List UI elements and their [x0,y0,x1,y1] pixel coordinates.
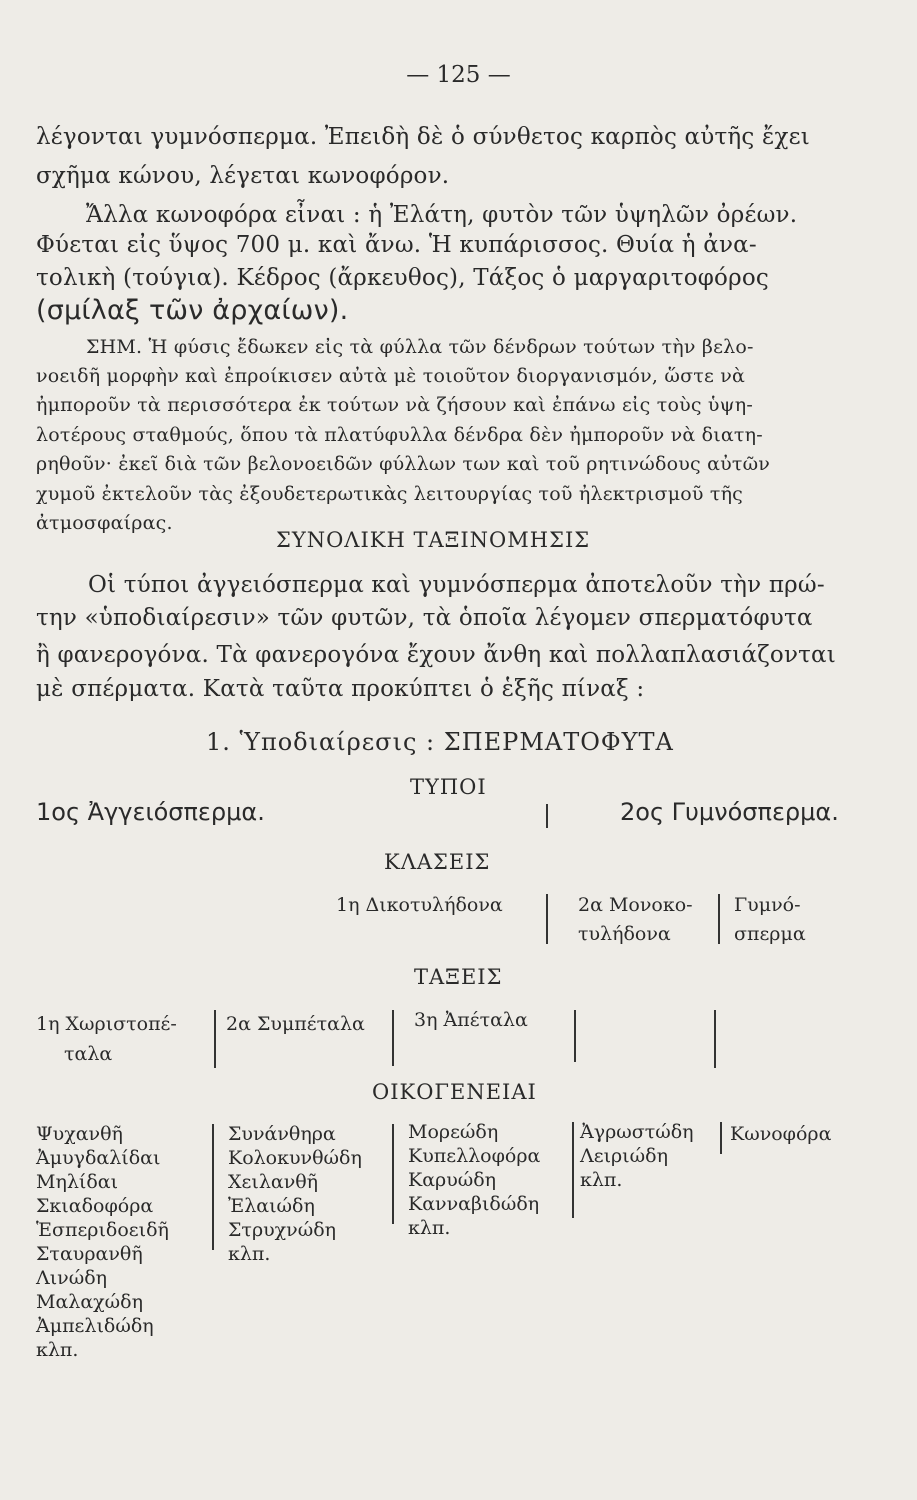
divider-line [714,1010,716,1068]
family-item: Μορεώδη [408,1121,499,1143]
text-line: μὲ σπέρματα. Κατὰ ταῦτα προκύπτει ὁ ἑξῆς πίναξ : [36,676,645,702]
divider-line [720,1122,722,1154]
text-line: ἢ φανερογόνα. Τὰ φανερογόνα ἔχουν ἄνθη καὶ πολλαπλασιάζονται [36,642,837,668]
family-item: Κολοκυνθώδη [228,1147,362,1169]
family-item: Σταυρανθῆ [36,1243,143,1265]
text-line: λέγονται γυμνόσπερμα. Ἐπειδὴ δὲ ὁ σύνθετος καρπὸς αὐτῆς ἔχει [36,124,810,150]
note-line: ΣΗΜ. Ἡ φύσις ἔδωκεν εἰς τὰ φύλλα τῶν δένδρων τούτων τὴν βελο- [86,336,754,358]
text-line: τολικὴ (τούγια). Κέδρος (ἄρκευθος), Τάξος ὁ μαργαριτοφόρος [36,265,769,291]
text-line: Οἱ τύποι ἀγγειόσπερμα καὶ γυμνόσπερμα ἀποτελοῦν τὴν πρώ- [88,572,825,598]
class-3-line: σπερμα [734,923,806,945]
page-number: — 125 — [406,62,511,88]
family-item: Κωνοφόρα [730,1123,832,1145]
note-line: ρηθοῦν· ἐκεῖ διὰ τῶν βελονοειδῶν φύλλων των καὶ τοῦ ρητινώδους αὐτῶν [36,453,771,475]
section-title: ΣΥΝΟΛΙΚΗ ΤΑΞΙΝΟΜΗΣΙΣ [276,528,591,552]
divider-line [546,804,548,828]
family-item: Ἀμπελιδώδη [36,1315,154,1337]
note-line: ἀτμοσφαίρας. [36,512,173,534]
note-line: ἠμποροῦν τὰ περισσότερα ἐκ τούτων νὰ ζήσουν καὶ ἐπάνω εἰς τοὺς ὑψη- [36,394,753,416]
family-item: κλπ. [228,1243,271,1265]
divider-line [572,1122,574,1218]
divider-line [392,1124,394,1224]
families-column-4 [580,1120,694,1192]
divider-line [574,1010,576,1062]
family-item: Συνάνθηρα [228,1123,336,1145]
class-2-line: 2α Μονοκο- [578,894,693,916]
family-item: Ψυχανθῆ [36,1123,123,1145]
family-item: Σκιαδοφόρα [36,1195,154,1217]
text-line: σχῆμα κώνου, λέγεται κωνοφόρον. [36,163,450,189]
family-item: κλπ. [36,1339,79,1361]
types-heading: ΤΥΠΟΙ [410,775,487,799]
table-title: 1. Ὑποδιαίρεσις : ΣΠΕΡΜΑΤΟΦΥΤΑ [206,728,674,756]
family-item: κλπ. [580,1169,623,1191]
divider-line [718,894,720,944]
type-1: 1ος Ἀγγειόσπερμα. [36,798,265,826]
order-1-line: 1η Χωριστοπέ- [36,1013,177,1035]
type-2: 2ος Γυμνόσπερμα. [620,798,839,826]
text-line: Φύεται εἰς ὕψος 700 μ. καὶ ἄνω. Ἡ κυπάρισσος. Θυία ἡ ἀνα- [36,232,757,258]
family-item: Στρυχνώδη [228,1219,337,1241]
order-3: 3η Ἀπέταλα [414,1009,528,1031]
families-column-5 [730,1122,831,1146]
text-line: Ἄλλα κωνοφόρα εἶναι : ἡ Ἐλάτη, φυτὸν τῶν ὑψηλῶν ὀρέων. [86,202,798,228]
family-item: κλπ. [408,1217,451,1239]
family-item: Ἀμυγδαλίδαι [36,1147,161,1169]
class-2-line: τυλήδονα [578,923,671,945]
family-item: Ἑσπεριδοειδῆ [36,1219,169,1241]
family-item: Ἀγρωστώδη [580,1121,694,1143]
family-item: Ἐλαιώδη [228,1195,315,1217]
classes-heading: ΚΛΑΣΕΙΣ [384,850,491,874]
class-1: 1η Δικοτυλήδονα [336,894,503,916]
note-line: λοτέρους σταθμούς, ὅπου τὰ πλατύφυλλα δένδρα δὲν ἠμποροῦν νὰ διατη- [36,424,763,446]
family-item: Χειλανθῆ [228,1171,319,1193]
order-1-line: ταλα [64,1043,113,1065]
divider-line [392,1010,394,1066]
family-item: Λινώδη [36,1267,108,1289]
text-line: (σμίλαξ τῶν ἀρχαίων). [36,295,349,326]
families-column-3 [408,1120,540,1240]
family-item: Λειριώδη [580,1145,668,1167]
families-column-2 [228,1122,362,1266]
divider-line [546,894,548,944]
families-heading: ΟΙΚΟΓΕΝΕΙΑΙ [372,1080,537,1104]
family-item: Κυπελλοφόρα [408,1145,541,1167]
family-item: Μαλαχώδη [36,1291,143,1313]
order-2: 2α Συμπέταλα [226,1013,365,1035]
families-column-1 [36,1122,169,1362]
divider-line [212,1124,214,1250]
family-item: Κανναβιδώδη [408,1193,540,1215]
orders-heading: ΤΑΞΕΙΣ [414,965,503,989]
divider-line [214,1010,216,1068]
family-item: Καρυώδη [408,1169,497,1191]
class-3-line: Γυμνό- [734,894,801,916]
family-item: Μηλίδαι [36,1171,119,1193]
note-line: χυμοῦ ἐκτελοῦν τὰς ἐξουδετερωτικὰς λειτουργίας τοῦ ἠλεκτρισμοῦ τῆς [36,483,744,505]
note-line: νοειδῆ μορφὴν καὶ ἐπροίκισεν αὐτὰ μὲ τοιοῦτον διοργανισμόν, ὥστε νὰ [36,365,746,387]
text-line: την «ὑποδιαίρεσιν» τῶν φυτῶν, τὰ ὁποῖα λέγομεν σπερματόφυτα [36,605,813,631]
